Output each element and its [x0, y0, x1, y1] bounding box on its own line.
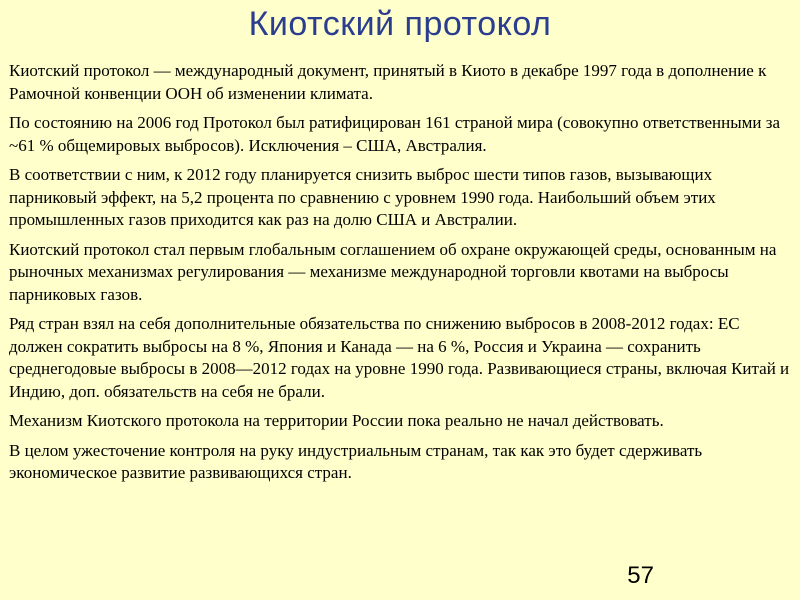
- paragraph-conclusion: В целом ужесточение контроля на руку индустриальным странам, так как это будет сдерживать экономическое развитие развивающихся стран.: [9, 440, 703, 482]
- paragraph-adoption: Киотский протокол — международный документ, принятый в Киото в декабре 1997 года в дополнение к Рамочной конвенции ООН об изменении климата.: [9, 61, 767, 103]
- paragraph-russia: Механизм Киотского протокола на территории России пока реально не начал действовать.: [9, 411, 664, 430]
- slide-title: Киотский протокол: [248, 5, 552, 43]
- page-number: 57: [627, 562, 654, 589]
- paragraph-market-mechanisms: Киотский протокол стал первым глобальным соглашением об охране окружающей среды, основанным на рыночных механизмах регулирования — механизме международной торговли квотами на выбросы парниковых газов.: [9, 239, 777, 304]
- paragraph-ratification: По состоянию на 2006 год Протокол был ратифицирован 161 страной мира (совокупно ответственными за ~61 % общемировых выбросов). Исключения – США, Австралия.: [9, 113, 780, 155]
- paragraph-reduction-target: В соответствии с ним, к 2012 году планируется снизить выброс шести типов газов, вызывающих парниковый эффект, на 5,2 процента по сравнению с уровнем 1990 года. Наибольший объем этих промышленных газов приходится как раз на долю США и Австралии.: [9, 165, 716, 229]
- paragraph-country-obligations: Ряд стран взял на себя дополнительные обязательства по снижению выбросов в 2008-2012 годах: ЕС должен сократить выбросы на 8 %, Япония и Канада — на 6 %, Россия и Украина — сохранить среднегодовые выбросы в 2008—2012 годах на уровне 1990 года. Развивающиеся страны, включая Китай и Индию, доп. обязательств на себя не брали.: [9, 314, 790, 401]
- slide-body: [9, 60, 795, 492]
